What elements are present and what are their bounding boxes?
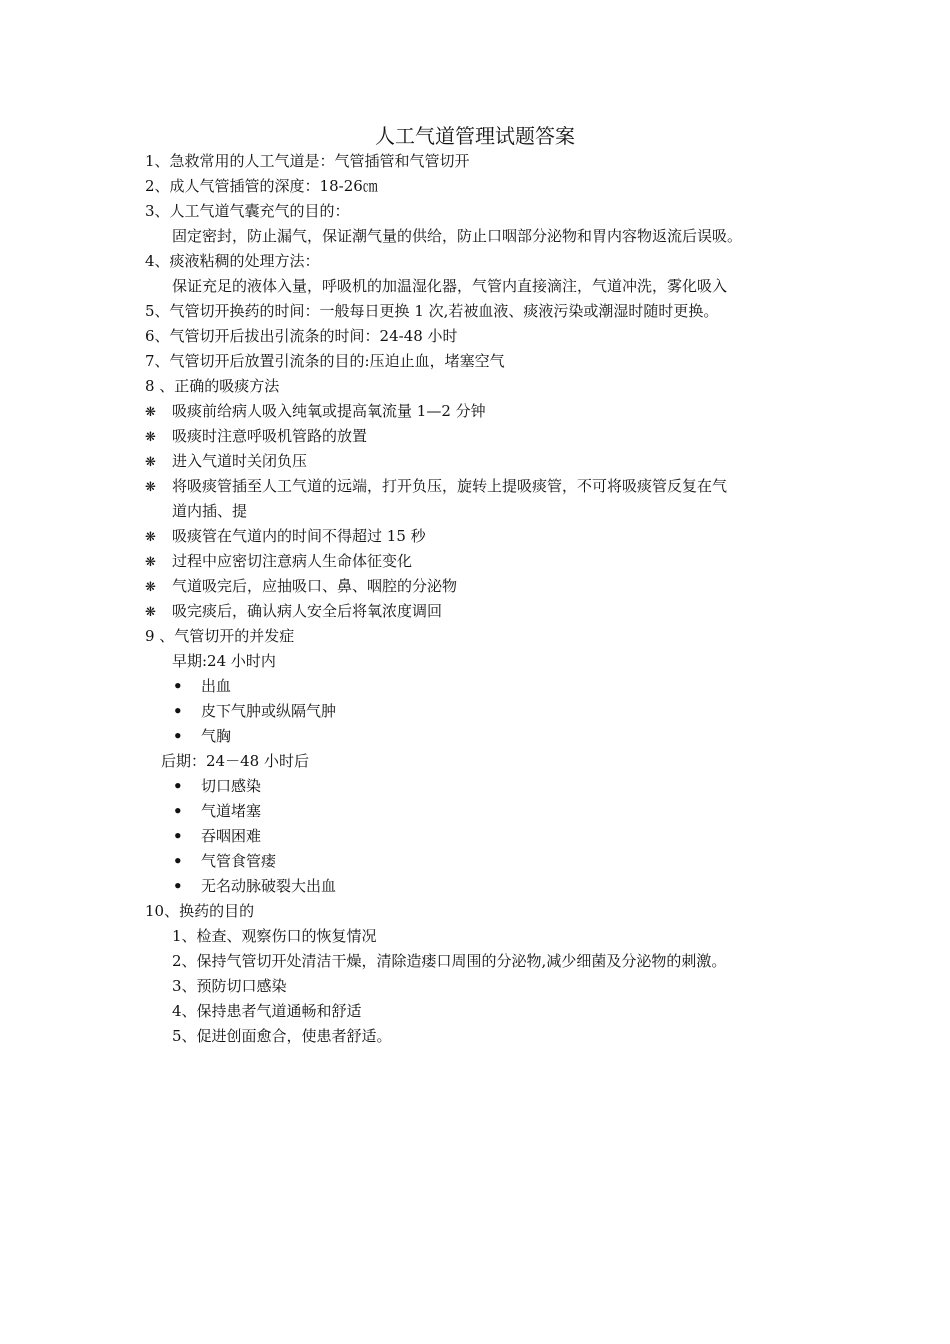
star-bullet-icon: ❋ (145, 580, 156, 595)
bullet-dot-icon: • (173, 852, 183, 870)
star-bullet-icon: ❋ (145, 405, 156, 420)
list-item: • 吞咽困难 (145, 824, 825, 849)
list-item: • 出血 (145, 674, 825, 699)
list-item: 5、促进创面愈合，使患者舒适。 (172, 1027, 392, 1045)
late-complications-heading: 后期：24－48 小时后 (161, 752, 309, 770)
question-8: 8 、正确的吸痰方法 (145, 377, 280, 395)
list-item: ❋ 进入气道时关闭负压 (145, 449, 825, 474)
list-item: • 气管食管瘘 (145, 849, 825, 874)
star-bullet-icon: ❋ (145, 530, 156, 545)
document-body (145, 149, 825, 1049)
list-item: • 气胸 (145, 724, 825, 749)
list-item: ❋ 过程中应密切注意病人生命体征变化 (145, 549, 825, 574)
list-item: 3、预防切口感染 (172, 977, 287, 995)
list-item: • 气道堵塞 (145, 799, 825, 824)
question-4: 4、痰液粘稠的处理方法： (145, 252, 320, 270)
star-bullet-icon: ❋ (145, 430, 156, 445)
list-item: ❋ 吸痰管在气道内的时间不得超过 15 秒 (145, 524, 825, 549)
star-bullet-icon: ❋ (145, 605, 156, 620)
star-bullet-icon: ❋ (145, 555, 156, 570)
bullet-dot-icon: • (173, 877, 183, 895)
list-item: ❋ 吸痰前给病人吸入纯氧或提高氧流量 1—2 分钟 (145, 399, 825, 424)
question-6: 6、气管切开后拔出引流条的时间：24-48 小时 (145, 327, 458, 345)
list-item: 4、保持患者气道通畅和舒适 (172, 1002, 362, 1020)
list-item: ❋ 吸痰时注意呼吸机管路的放置 (145, 424, 825, 449)
question-2: 2、成人气管插管的深度：18-26㎝ (145, 177, 378, 195)
question-4-answer: 保证充足的液体入量，呼吸机的加温湿化器，气管内直接滴注，气道冲洗，雾化吸入 (172, 277, 728, 295)
list-item: • 皮下气肿或纵隔气肿 (145, 699, 825, 724)
early-complications-heading: 早期:24 小时内 (172, 652, 276, 670)
question-3: 3、人工气道气囊充气的目的： (145, 202, 350, 220)
bullet-dot-icon: • (173, 677, 183, 695)
list-item: • 无名动脉破裂大出血 (145, 874, 825, 899)
document-title: 人工气道管理试题答案 (375, 124, 575, 148)
bullet-dot-icon: • (173, 827, 183, 845)
star-bullet-icon: ❋ (145, 455, 156, 470)
bullet-dot-icon: • (173, 727, 183, 745)
list-item: • 切口感染 (145, 774, 825, 799)
bullet-dot-icon: • (173, 802, 183, 820)
question-7: 7、气管切开后放置引流条的目的:压迫止血，堵塞空气 (145, 352, 505, 370)
bullet-dot-icon: • (173, 777, 183, 795)
list-item: ❋ 气道吸完后，应抽吸口、鼻、咽腔的分泌物 (145, 574, 825, 599)
list-item: 1、检查、观察伤口的恢复情况 (172, 927, 377, 945)
bullet-dot-icon: • (173, 702, 183, 720)
question-10: 10、换药的目的 (145, 902, 255, 920)
question-9: 9 、气管切开的并发症 (145, 627, 295, 645)
question-5: 5、气管切开换药的时间：一般每日更换 1 次,若被血液、痰液污染或潮湿时随时更换。 (145, 302, 719, 320)
list-item-continuation: 道内插、提 (172, 502, 248, 520)
list-item: ❋ 将吸痰管插至人工气道的远端，打开负压，旋转上提吸痰管，不可将吸痰管反复在气 (145, 474, 825, 499)
question-1: 1、急救常用的人工气道是：气管插管和气管切开 (145, 152, 470, 170)
star-bullet-icon: ❋ (145, 480, 156, 495)
question-3-answer: 固定密封，防止漏气，保证潮气量的供给，防止口咽部分泌物和胃内容物返流后误吸。 (172, 227, 743, 245)
list-item: ❋ 吸完痰后，确认病人安全后将氧浓度调回 (145, 599, 825, 624)
list-item: 2、保持气管切开处清洁干燥，清除造瘘口周围的分泌物,减少细菌及分泌物的刺激。 (172, 952, 727, 970)
